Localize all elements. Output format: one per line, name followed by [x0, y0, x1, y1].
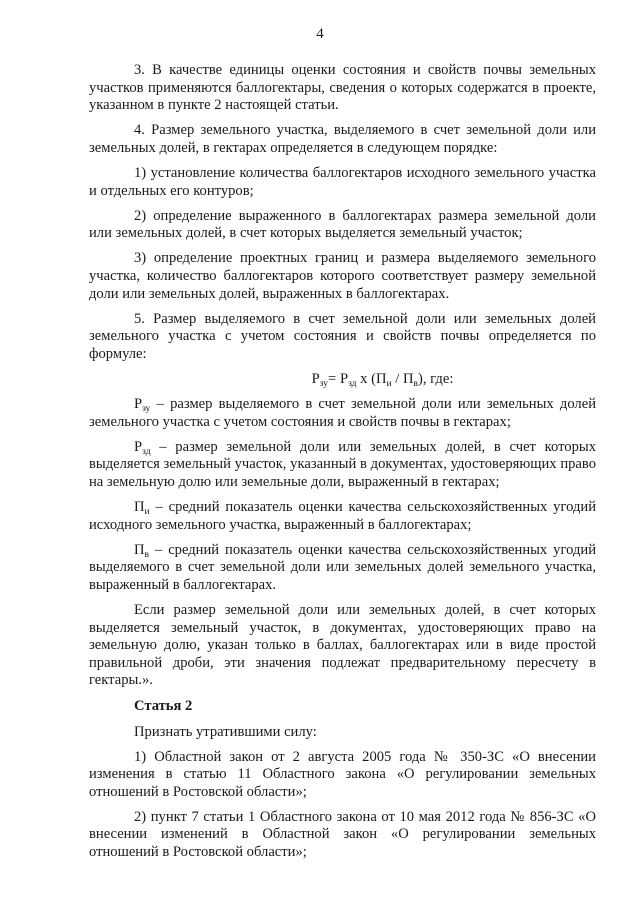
definition-rzu: $Р_{зу}$ – размер выделяемого в счет земельной доли или земельных долей земельного участка с учетом состояния и свойств почвы в гектарах;	[89, 396, 596, 430]
paragraph-item-4: 4. Размер земельного участка, выделяемого в счет земельной доли или земельных долей, в гектарах определяется в следующем порядке:	[89, 122, 596, 156]
article-2-intro: Признать утратившими силу:	[134, 723, 317, 740]
article-2-item-2: 2) пункт 7 статьи 1 Областного закона от 10 мая 2012 года № 856-ЗС «О внесении изменений в Областной закон «О регулировании земельных отношений в Ростовской области»;	[89, 808, 596, 861]
subitem-1: 1) установление количества баллогектаров исходного земельного участка и отдельных его контуров;	[89, 164, 596, 199]
formula-rzu: $Р_{зу}$	[311, 370, 329, 389]
formula-rzd: $Р_{зд}$	[339, 370, 357, 389]
subitem-2: 2) определение выраженного в баллогектарах размера земельной доли или земельных долей, в счет которых выделяется земельный участок;	[89, 207, 596, 242]
page-number: 4	[316, 26, 324, 42]
article-2-heading: Статья 2	[134, 697, 193, 714]
subitem-3: 3) определение проектных границ и размера выделяемого земельного участка, количество баллогектаров которого соответствует размеру земельной доли или земельных долей, выраженных в баллогектарах.	[89, 250, 596, 302]
definition-pv: $П_в$ – средний показатель оценки качества сельскохозяйственных угодий выделяемого в счет земельной доли или земельных долей земельного участка, выраженный в баллогектарах.	[89, 541, 596, 593]
document-body	[89, 62, 596, 869]
formula: $Р_{зу}= Р_{зд}$ х $(П_и / П_в)$, где:	[311, 370, 454, 389]
closing-paragraph: Если размер земельной доли или земельных долей, в счет которых выделяется земельный участок, в документах, удостоверяющих право на земельную долю, указан только в баллах, баллогектарах или в виде простой правильной дроби, эти значения подлежат предварительному пересчету в гектары.».	[89, 601, 596, 689]
paragraph-item-3: 3. В качестве единицы оценки состояния и свойств почвы земельных участков применяются баллогектары, сведения о которых содержатся в проекте, указанном в пункте 2 настоящей статьи.	[89, 62, 596, 114]
paragraph-item-5: 5. Размер выделяемого в счет земельной доли или земельных долей земельного участка с учетом состояния и свойств почвы определяется по формуле:	[89, 310, 596, 362]
definition-pi: $П_и$ – средний показатель оценки качества сельскохозяйственных угодий исходного земельного участка, выраженный в баллогектарах;	[89, 498, 596, 533]
definition-rzd: $Р_{зд}$ – размер земельной доли или земельных долей, в счет которых выделяется земельный участок, указанный в документах, удостоверяющих право на земельную долю или земельные доли, выраженный в гектарах;	[89, 438, 596, 490]
formula-pv: $П_в$	[402, 370, 418, 389]
formula-pi: $П_и$	[375, 370, 392, 389]
article-2-item-1: 1) Областной закон от 2 августа 2005 года № 350-ЗС «О внесении изменения в статью 11 Областного закона «О регулировании земельных отношений в Ростовской области»;	[89, 748, 596, 800]
